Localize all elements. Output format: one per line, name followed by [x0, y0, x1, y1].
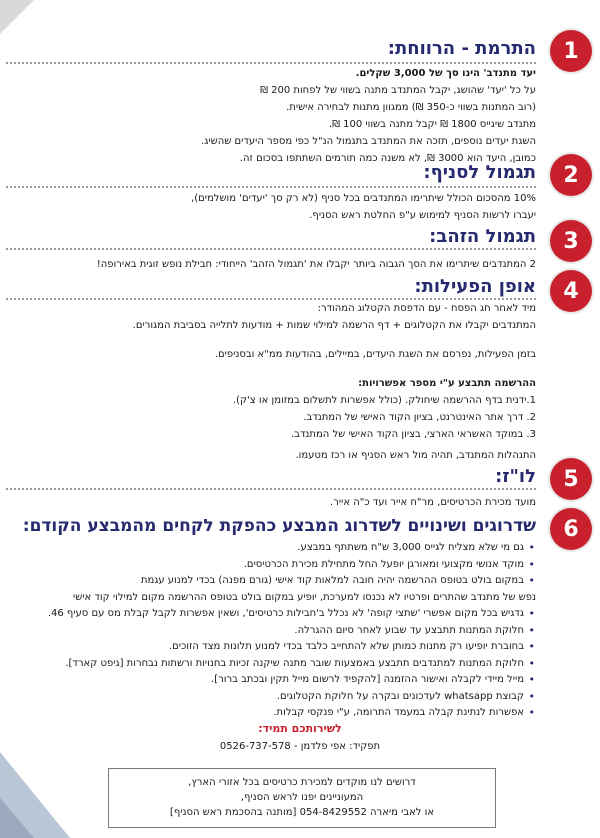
section-2-divider	[6, 186, 536, 188]
section-5-title: לו"ז:	[495, 466, 536, 487]
section-4-line: 2. דרך אתר האינטרנט, בציון הקוד האישי של המתנדב.	[303, 412, 536, 423]
footer-line: או לאבי מיארה 054-8429552 [מותנה בהסכמת ראש הסניף]	[169, 807, 435, 818]
section-3-divider	[6, 248, 536, 250]
section-1-body	[4, 65, 536, 167]
service-heading: לשירותכם תמיד:	[258, 722, 342, 735]
service-block	[0, 722, 600, 752]
corner-decoration-bottom-inner	[0, 798, 34, 838]
section-5-line: מועד מכירת הכרטיסים, מר"ח אייר ועד כ"ה אייר.	[330, 497, 536, 508]
section-6-number: 6	[550, 508, 592, 550]
list-item: • קבוצת whatsapp לעדכונים ובקרה על חלוקת הקטלוגים.	[4, 689, 536, 706]
section-2-line: יעברו לרשות הסניף למימוש ע"פ החלטת ראש הסניף.	[309, 210, 536, 221]
list-item: • חלוקת המתנות תתבצע עד שבוע לאחר סיום ההגרלה.	[4, 623, 536, 640]
section-4-spacer	[4, 363, 536, 375]
section-5-number: 5	[550, 458, 592, 500]
list-item: • חלוקת המתנות למתנדבים תתבצע באמצעות שובר מתנה שיקנה זכיות בחנויות ורשתות נבחרות [גיפט קארד].	[4, 656, 536, 673]
section-4-line: 3. במוקד האשראי הארצי, בציון הקוד האישי של המתנדב.	[291, 429, 536, 440]
list-item: • בחוברת יופיעו רק מתנות כמותן שלא להתחייב כלבד בכדי למנוע תלונות מצד הזוכים.	[4, 639, 536, 656]
footer-line: המעוניינים יפנו לראש הסניף,	[240, 792, 364, 803]
section-5-body	[4, 494, 536, 511]
section-5-divider	[6, 488, 536, 490]
section-1-divider	[6, 62, 536, 64]
section-4-spacer	[4, 334, 536, 346]
list-item: • במקום בולט בטופס ההרשמה יהיה חובה למלאות קוד אישי (גורם מפנה) בכדי למנוע עגמת	[4, 573, 536, 590]
list-item: • גם מי שלא מצליח לגייס 3,000 ש"ח משתתף במבצע.	[4, 540, 536, 557]
section-1-line: מתנדב שיגייס 1800 ₪ יקבל מתנה בשווי 100 ₪.	[328, 119, 536, 130]
section-4-number: 4	[550, 270, 592, 312]
section-4-body	[4, 300, 536, 464]
section-1-line: כמובן, היעד הוא 3000 ₪, לא משנה כמה תורמים השתתפו בסכום זה.	[239, 153, 536, 164]
section-4-line: המתנדבים יקבלו את הקטלוגים + דף הרשמה למילוי שמות + מודעות לתלייה בסביבת המגורים.	[132, 320, 536, 331]
section-3-number: 3	[550, 220, 592, 262]
list-item: • מוקד אנושי מקצועי ומאורגן יופעל החל מתחילת מכירת הכרטיסים.	[4, 557, 536, 574]
section-6-title: שדרוגים ושינויים לשדרוג המבצע כהפקת לקחים מהמבצע הקודם:	[22, 516, 536, 536]
section-4-title: אופן הפעילות:	[414, 276, 536, 297]
section-1-title: התרמת - הרווחת:	[387, 38, 536, 59]
section-2-title: תגמול לסניף:	[423, 162, 536, 183]
section-2-line: 10% מהסכום הכולל שיתרימו המתנדבים בכל סניף (לא רק סך 'יעדים' מושלמים),	[191, 193, 536, 204]
footer-notice-box	[108, 768, 496, 828]
list-item-continuation: נפש של מתנדב שהתרים ופרטיו לא נכנסו למערכת, יופיע במקום בולט בטופס ההרשמה מקום למילוי קוד אישי	[72, 591, 536, 603]
section-3-body	[4, 256, 536, 273]
section-4-line: 1.ידנית בדף ההרשמה שיחולק. (כולל אפשרות לתשלום במזומן או צ'ק).	[232, 395, 536, 406]
section-1-line: על כל 'יעד' שהושג, יקבל המתנדב מתנה בשווי של לפחות 200 ₪	[260, 85, 536, 96]
section-1-line: השגת יעדים נוספים, תזכה את המתנדב בתגמול הנ"ל כפי מספר היעדים שהשיג.	[201, 136, 536, 147]
section-1-line: יעד מתנדב' הינו סך של 3,000 שקלים.	[355, 68, 536, 79]
section-4-line: מיד לאחר חג הפסח - עם הדפסת הקטלוג המהודר:	[317, 303, 536, 314]
list-item: • מייל מיידי לקבלה ואישור ההזמנה [להקפיד לרשום מייל תקין ובכתב ברור].	[4, 672, 536, 689]
section-1-number: 1	[550, 30, 592, 72]
footer-line: דרושים לנו מוקדים למכירת כרטיסים בכל אזורי הארץ,	[188, 777, 416, 788]
section-4-line: בזמן הפעילות, נפרסם את השגת היעדים, במיילים, בהודעות ממ"א ובסניפים.	[214, 349, 536, 360]
section-6-body	[4, 540, 536, 722]
corner-decoration-top	[0, 0, 34, 34]
section-3-title: תגמול הזהב:	[429, 226, 536, 247]
service-contact: תפקיד: אפי פלדמן - 0526-737-578	[219, 741, 381, 752]
list-item: • אפשרות לנתינת קבלה במעמד התרומה, ע"י פנקסי קבלות.	[4, 705, 536, 722]
section-2-number: 2	[550, 154, 592, 196]
section-3-line: 2 המתנדבים שיתרימו את הסך הגבוה ביותר יקבלו את 'תגמול הזהב' הייחודי: חבילת נופש זוגית באירופה!	[96, 259, 536, 270]
section-1-line: (רוב המתנות בשווי כ-350 ₪) ממגוון מתנות לבחירה אישית.	[286, 102, 536, 113]
section-4-line: התנהלות המתנדב, תהיה מול ראש הסניף או רכז מטעמו.	[295, 450, 536, 461]
section-4-subheading: ההרשמה תתבצע ע"י מספר אפשרויות:	[358, 378, 536, 389]
list-item: • גדגיש בכל מקום אפשרי 'שתצי קופה' לא נכלל ב'חבילות כרטיסים', ושאין אפשרות לקבל קבלת מס עם סעיף 46.	[4, 606, 536, 623]
section-2-body	[4, 190, 536, 224]
section-6-list	[4, 540, 536, 722]
